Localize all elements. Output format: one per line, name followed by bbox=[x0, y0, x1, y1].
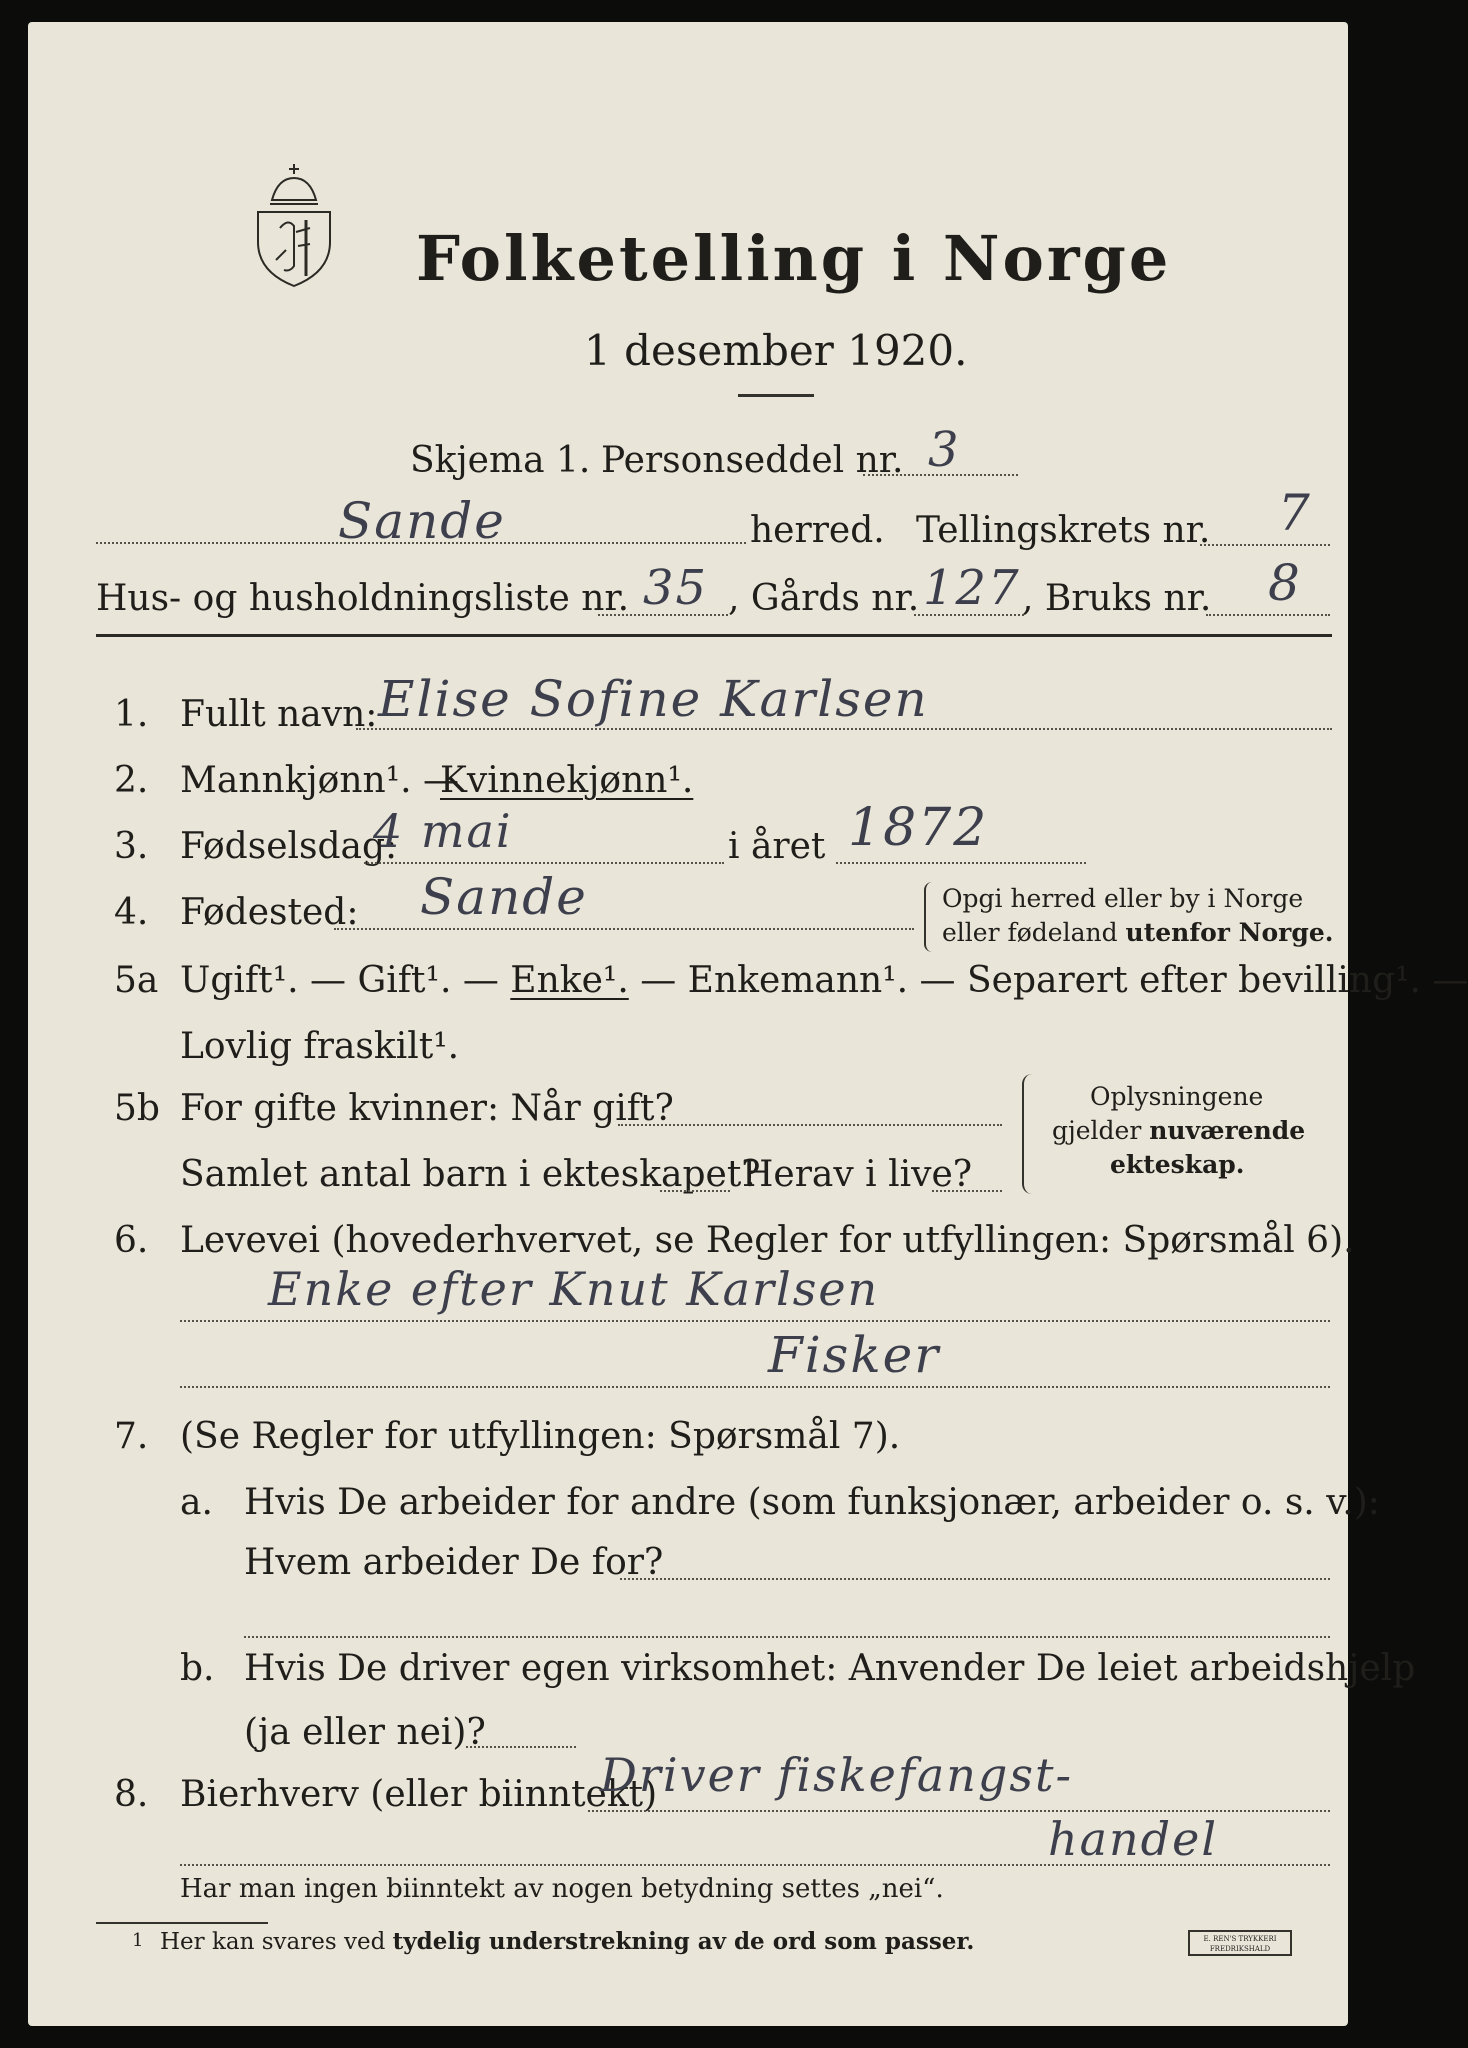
marital-options-2[interactable]: — Enkemann¹. — Separert efter bevilling¹. — bbox=[640, 960, 1468, 1001]
q5b-married-line bbox=[618, 1124, 1002, 1126]
q5b-number: 5b bbox=[114, 1088, 160, 1129]
q3-number: 3. bbox=[114, 826, 149, 867]
personseddel-label: Personseddel nr. bbox=[601, 440, 904, 481]
census-date: 1 desember 1920. bbox=[584, 326, 968, 375]
q7a-letter: a. bbox=[180, 1482, 213, 1523]
norwegian-coat-of-arms-icon bbox=[250, 160, 338, 288]
q8-line-1 bbox=[588, 1810, 1330, 1812]
q7a-text: Hvis De arbeider for andre (som funksjonær, arbeider o. s. v.): bbox=[244, 1482, 1380, 1523]
printer-line-2: FREDRIKSHALD bbox=[1209, 1945, 1271, 1953]
q7b-text: Hvis De driver egen virksomhet: Anvender De leiet arbeidshjelp bbox=[244, 1648, 1416, 1689]
q1-number: 1. bbox=[114, 694, 149, 735]
q3-year-line bbox=[836, 862, 1086, 864]
occupation-value-1[interactable]: Enke efter Knut Karlsen bbox=[268, 1262, 880, 1316]
birth-day-value[interactable]: 4 mai bbox=[373, 804, 513, 858]
q7-number: 7. bbox=[114, 1416, 149, 1457]
q7b-question: (ja eller nei)? bbox=[244, 1712, 486, 1753]
census-form-page bbox=[28, 22, 1468, 2026]
footnote-text-b: tydelig understrekning av de ord som passer. bbox=[392, 1928, 975, 1955]
q5b-children-line bbox=[660, 1190, 730, 1192]
q3-line bbox=[364, 862, 724, 864]
q1-line bbox=[356, 728, 1332, 730]
birth-year-value[interactable]: 1872 bbox=[848, 798, 989, 858]
q6-line-2 bbox=[180, 1386, 1330, 1388]
marital-options-3[interactable]: Lovlig fraskilt¹. bbox=[180, 1026, 460, 1067]
q5b-note-1: Oplysningene bbox=[1090, 1082, 1264, 1111]
tellingskrets-label: Tellingskrets nr. bbox=[916, 510, 1211, 551]
q7a-answer-line-2 bbox=[244, 1636, 1330, 1638]
gards-value[interactable]: 127 bbox=[923, 560, 1021, 616]
q5b-note-2b: nuværende bbox=[1149, 1116, 1306, 1145]
sex-male-option[interactable]: Mannkjønn¹. — bbox=[180, 760, 460, 801]
occupation-value-2[interactable]: Fisker bbox=[768, 1326, 941, 1384]
q5b-line-1: For gifte kvinner: Når gift? bbox=[180, 1088, 674, 1129]
q5b-brace bbox=[1022, 1074, 1034, 1194]
q7a-question: Hvem arbeider De for? bbox=[244, 1542, 664, 1583]
marital-options-1[interactable]: Ugift¹. — Gift¹. — bbox=[180, 960, 499, 1001]
q8-number: 8. bbox=[114, 1774, 149, 1815]
q1-label: Fullt navn: bbox=[180, 694, 378, 735]
footnote-mark: 1 bbox=[132, 1930, 144, 1951]
q7a-answer-line bbox=[620, 1578, 1330, 1580]
herred-label: herred. bbox=[750, 510, 885, 551]
q4-line bbox=[334, 928, 914, 930]
hus-label: Hus- og husholdningsliste nr. bbox=[96, 578, 630, 619]
footnote-rule bbox=[96, 1922, 268, 1924]
q5a-number: 5a bbox=[114, 960, 159, 1001]
sex-female-option[interactable]: Kvinnekjønn¹. bbox=[440, 760, 694, 801]
printer-line-1: E. REN'S TRYKKERI bbox=[1203, 1935, 1277, 1943]
form-title: Folketelling i Norge bbox=[416, 222, 1172, 295]
q5b-note-2a: gjelder bbox=[1052, 1116, 1142, 1145]
q4-label: Fødested: bbox=[180, 892, 359, 933]
title-divider bbox=[738, 394, 814, 397]
q7-label: (Se Regler for utfyllingen: Spørsmål 7). bbox=[180, 1416, 901, 1457]
q4-note-1: Opgi herred eller by i Norge bbox=[942, 884, 1304, 913]
birthplace-value[interactable]: Sande bbox=[420, 868, 588, 926]
schema-label: Skjema 1. bbox=[410, 440, 591, 481]
q5b-line-2a: Samlet antal barn i ekteskapet? bbox=[180, 1154, 761, 1195]
q8-label: Bierhverv (eller biinntekt) bbox=[180, 1774, 658, 1815]
printer-stamp bbox=[1188, 1930, 1292, 1956]
bruks-label: , Bruks nr. bbox=[1022, 578, 1212, 619]
q7b-answer-line bbox=[466, 1746, 576, 1748]
q3-label: Fødselsdag: bbox=[180, 826, 398, 867]
q4-brace bbox=[924, 882, 936, 952]
q3-year-label: i året bbox=[728, 826, 826, 867]
q5b-alive-line bbox=[932, 1190, 1002, 1192]
q8-line-2 bbox=[180, 1864, 1330, 1866]
hus-value[interactable]: 35 bbox=[643, 560, 709, 616]
herred-value[interactable]: Sande bbox=[338, 492, 506, 550]
q6-line-1 bbox=[180, 1320, 1330, 1322]
header-rule bbox=[96, 634, 1332, 637]
tellingskrets-value[interactable]: 7 bbox=[1278, 484, 1312, 542]
q5b-line-2b: Herav i live? bbox=[742, 1154, 973, 1195]
personseddel-value[interactable]: 3 bbox=[928, 422, 961, 478]
q7b-letter: b. bbox=[180, 1648, 215, 1689]
marital-selected-option[interactable]: Enke¹. bbox=[510, 960, 629, 1001]
side-income-value-1[interactable]: Driver fiskefangst- bbox=[600, 1748, 1074, 1802]
q5b-note-3: ekteskap. bbox=[1110, 1150, 1245, 1179]
full-name-value[interactable]: Elise Sofine Karlsen bbox=[378, 670, 929, 728]
tellingskrets-line bbox=[1200, 544, 1330, 546]
q4-note-2a: eller fødeland bbox=[942, 918, 1118, 947]
bruks-value[interactable]: 8 bbox=[1268, 554, 1302, 612]
bruks-line bbox=[1206, 614, 1330, 616]
q6-number: 6. bbox=[114, 1220, 149, 1261]
footnote-text-a: Her kan svares ved bbox=[160, 1929, 386, 1955]
q2-number: 2. bbox=[114, 760, 149, 801]
side-income-value-2[interactable]: handel bbox=[1048, 1812, 1219, 1866]
no-income-note: Har man ingen biinntekt av nogen betydning settes „nei“. bbox=[180, 1874, 944, 1904]
gards-label: , Gårds nr. bbox=[728, 578, 920, 619]
q4-note-2b: utenfor Norge. bbox=[1125, 918, 1334, 947]
q4-number: 4. bbox=[114, 892, 149, 933]
q6-label: Levevei (hovederhvervet, se Regler for utfyllingen: Spørsmål 6). bbox=[180, 1220, 1355, 1261]
